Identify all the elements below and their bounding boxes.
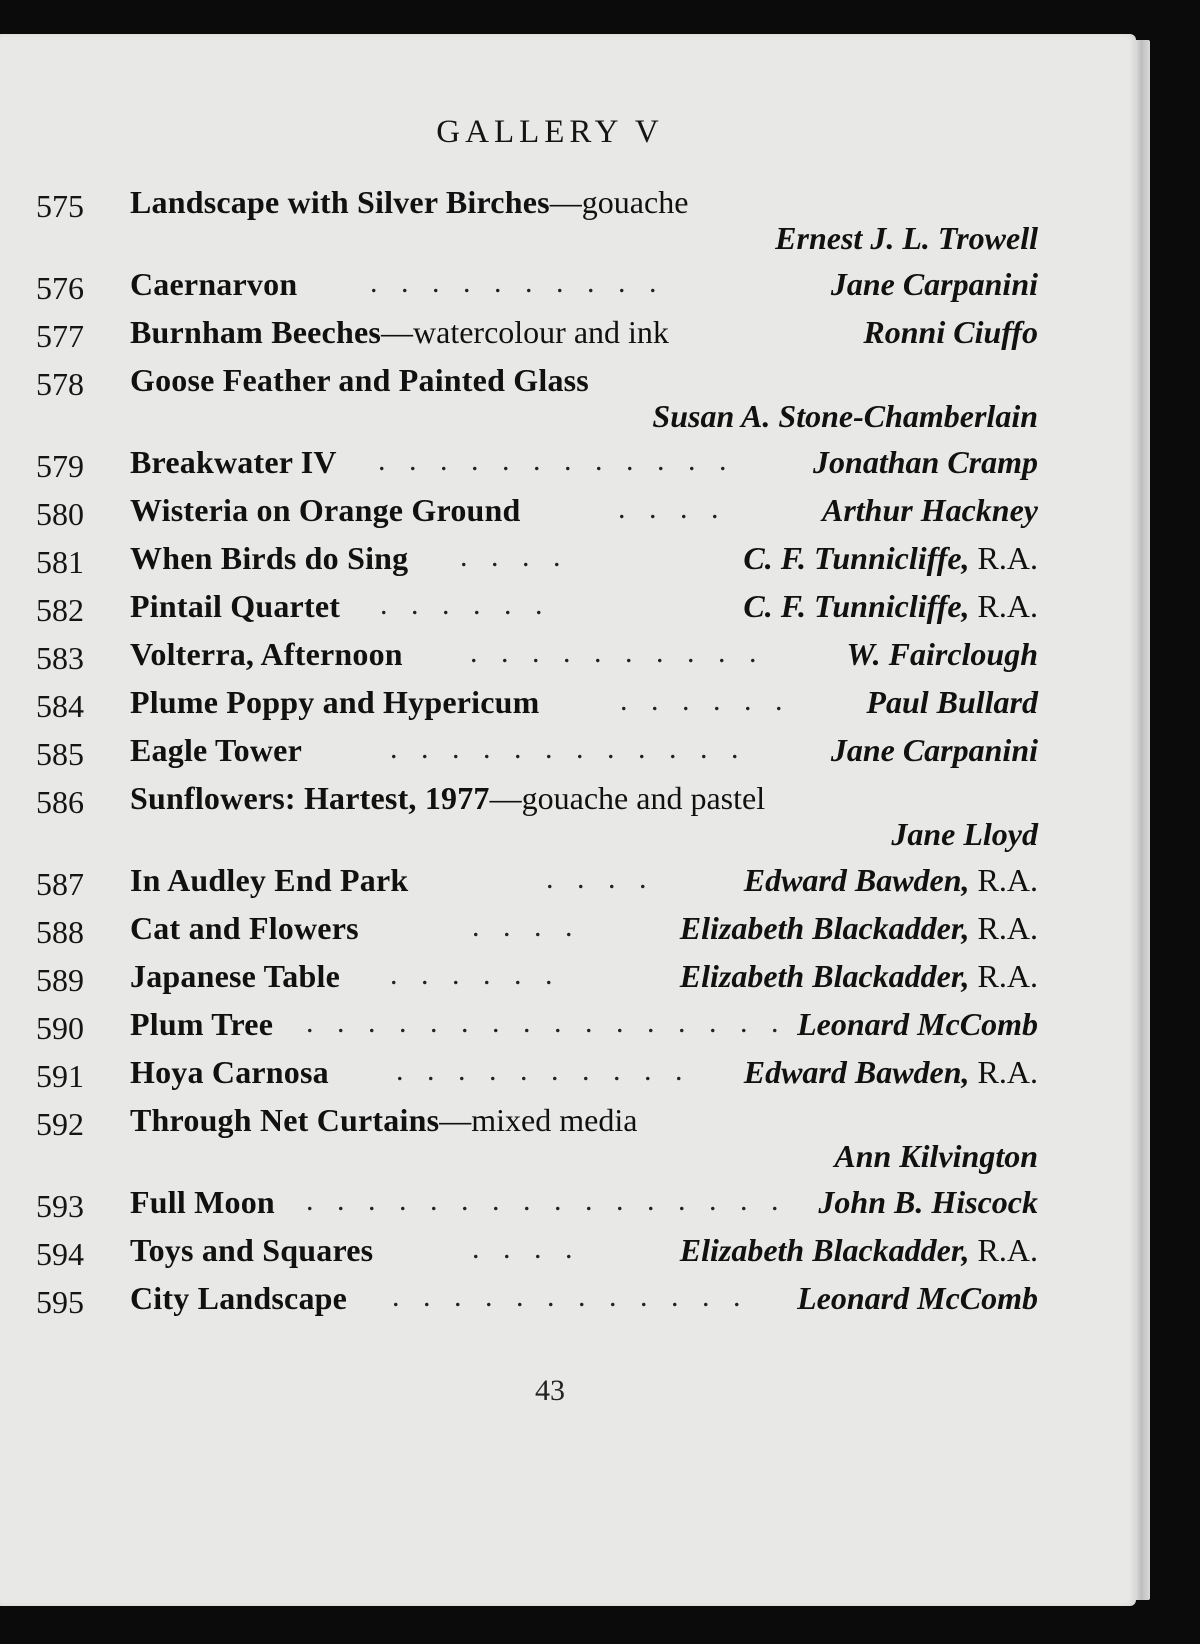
list-item <box>0 1280 1136 1328</box>
entry-title: Pintail Quartet <box>130 588 341 624</box>
entry-artist: Arthur Hackney <box>821 492 1038 528</box>
dot-leader: . . . . <box>472 1232 581 1265</box>
list-item <box>0 780 1136 862</box>
dot-leader: . . . . <box>472 910 581 943</box>
list-item <box>0 1006 1136 1054</box>
page-number: 43 <box>535 1374 565 1407</box>
entry-number: 577 <box>36 318 84 354</box>
entry-number: 575 <box>36 188 84 224</box>
list-item <box>0 266 1136 314</box>
list-item <box>0 1054 1136 1102</box>
entry-number: 580 <box>36 496 84 532</box>
entry-title: Landscape with Silver Birches—gouache <box>130 184 689 220</box>
dot-leader: . . . . . . . . . . . . <box>390 732 747 765</box>
entry-artist: C. F. Tunnicliffe, R.A. <box>743 540 1038 576</box>
entry-title: Toys and Squares <box>130 1232 374 1268</box>
entry-title: Volterra, Afternoon <box>130 636 403 672</box>
list-item <box>0 492 1136 540</box>
entry-artist: John B. Hiscock <box>818 1184 1038 1220</box>
list-item <box>0 184 1136 266</box>
list-item <box>0 314 1136 362</box>
entry-title: In Audley End Park <box>130 862 409 898</box>
entry-number: 593 <box>36 1188 84 1224</box>
entry-artist: Jane Carpanini <box>830 732 1038 768</box>
entry-title: Eagle Tower <box>130 732 302 768</box>
entry-title: Through Net Curtains—mixed media <box>130 1102 638 1138</box>
entry-artist: Ann Kilvington <box>834 1138 1038 1174</box>
entry-artist: Elizabeth Blackadder, R.A. <box>679 910 1038 946</box>
list-item <box>0 444 1136 492</box>
entry-number: 576 <box>36 270 84 306</box>
entry-number: 583 <box>36 640 84 676</box>
entry-artist: Leonard McComb <box>797 1006 1038 1042</box>
list-item <box>0 1102 1136 1184</box>
list-item <box>0 1184 1136 1232</box>
list-item <box>0 636 1136 684</box>
entry-title: Plum Tree <box>130 1006 274 1042</box>
entry-number: 578 <box>36 366 84 402</box>
entry-artist: Jonathan Cramp <box>813 444 1038 480</box>
dot-leader: . . . . . . . . . . <box>470 636 765 669</box>
dot-leader: . . . . <box>460 540 569 573</box>
entry-title: Hoya Carnosa <box>130 1054 329 1090</box>
dot-leader: . . . . . . <box>390 958 561 991</box>
entry-artist: W. Fairclough <box>846 636 1038 672</box>
entry-number: 589 <box>36 962 84 998</box>
entry-title: Wisteria on Orange Ground <box>130 492 521 528</box>
entry-artist: Leonard McComb <box>797 1280 1038 1316</box>
gallery-heading: GALLERY V <box>436 114 664 150</box>
entry-artist: Edward Bawden, R.A. <box>743 1054 1038 1090</box>
entry-number: 585 <box>36 736 84 772</box>
entry-title: Sunflowers: Hartest, 1977—gouache and pastel <box>130 780 766 816</box>
entry-artist: Paul Bullard <box>866 684 1038 720</box>
entry-title: Goose Feather and Painted Glass <box>130 362 589 398</box>
dot-leader: . . . . . . . . . . . . <box>392 1280 749 1313</box>
entry-artist: Elizabeth Blackadder, R.A. <box>679 1232 1038 1268</box>
entry-number: 591 <box>36 1058 84 1094</box>
list-item <box>0 540 1136 588</box>
entry-number: 584 <box>36 688 84 724</box>
entry-title: When Birds do Sing <box>130 540 409 576</box>
list-item <box>0 588 1136 636</box>
dot-leader: . . . . . . . . . . . . . . . . <box>306 1006 787 1039</box>
entry-number: 592 <box>36 1106 84 1142</box>
entry-title: Plume Poppy and Hypericum <box>130 684 540 720</box>
entry-artist: C. F. Tunnicliffe, R.A. <box>743 588 1038 624</box>
entry-number: 587 <box>36 866 84 902</box>
entry-artist: Susan A. Stone-Chamberlain <box>652 398 1038 434</box>
entry-artist: Ernest J. L. Trowell <box>775 220 1038 256</box>
list-item <box>0 958 1136 1006</box>
entry-number: 595 <box>36 1284 84 1320</box>
list-item <box>0 732 1136 780</box>
entry-number: 588 <box>36 914 84 950</box>
entry-title: Full Moon <box>130 1184 275 1220</box>
entry-artist: Ronni Ciuffo <box>863 314 1038 350</box>
entry-number: 582 <box>36 592 84 628</box>
entry-title: Caernarvon <box>130 266 298 302</box>
list-item <box>0 862 1136 910</box>
entry-artist: Jane Lloyd <box>891 816 1038 852</box>
dot-leader: . . . . . . . . . . <box>396 1054 691 1087</box>
catalogue-page <box>0 34 1136 1606</box>
list-item <box>0 684 1136 732</box>
dot-leader: . . . . . . . . . . . . <box>378 444 735 477</box>
list-item <box>0 1232 1136 1280</box>
dot-leader: . . . . . . . . . . . . . . . . <box>306 1184 787 1217</box>
entry-artist: Edward Bawden, R.A. <box>743 862 1038 898</box>
dot-leader: . . . . . . . . . . <box>370 266 665 299</box>
entry-title: City Landscape <box>130 1280 348 1316</box>
entry-title: Burnham Beeches—watercolour and ink <box>130 314 669 350</box>
entry-title: Breakwater IV <box>130 444 337 480</box>
dot-leader: . . . . <box>546 862 655 895</box>
entry-number: 581 <box>36 544 84 580</box>
entry-artist: Elizabeth Blackadder, R.A. <box>679 958 1038 994</box>
entry-artist: Jane Carpanini <box>830 266 1038 302</box>
entry-number: 579 <box>36 448 84 484</box>
list-item <box>0 362 1136 444</box>
entry-title: Japanese Table <box>130 958 340 994</box>
dot-leader: . . . . <box>618 492 727 525</box>
dot-leader: . . . . . . <box>380 588 551 621</box>
entry-number: 594 <box>36 1236 84 1272</box>
catalogue-list <box>0 184 1136 1328</box>
entry-title: Cat and Flowers <box>130 910 359 946</box>
dot-leader: . . . . . . <box>620 684 791 717</box>
entry-number: 590 <box>36 1010 84 1046</box>
entry-number: 586 <box>36 784 84 820</box>
list-item <box>0 910 1136 958</box>
